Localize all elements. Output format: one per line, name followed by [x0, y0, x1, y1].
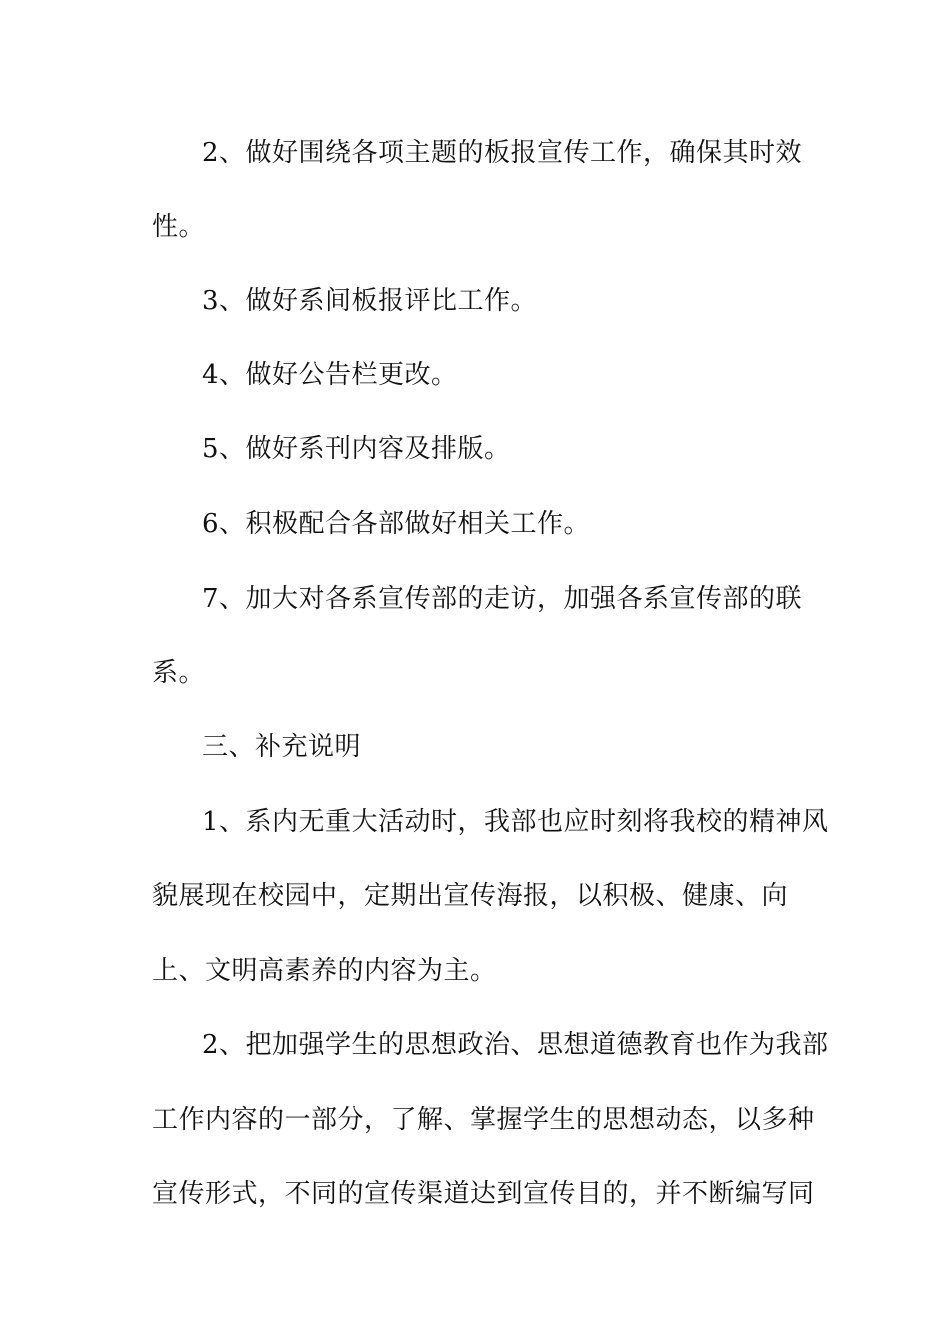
paragraph-line: 上、文明高素养的内容为主。: [152, 956, 497, 986]
paragraph-line: 宣传形式，不同的宣传渠道达到宣传目的，并不断编写同: [152, 1179, 815, 1209]
paragraph-line: 4、做好公告栏更改。: [202, 360, 458, 390]
paragraph-line: 7、加大对各系宣传部的走访，加强各系宣传部的联: [202, 584, 803, 614]
section-heading: 三、补充说明: [202, 732, 362, 762]
paragraph-line: 性。: [152, 212, 206, 242]
paragraph-line: 2、把加强学生的思想政治、思想道德教育也作为我部: [202, 1030, 829, 1060]
paragraph-line: 5、做好系刊内容及排版。: [202, 434, 511, 464]
paragraph-line: 6、积极配合各部做好相关工作。: [202, 509, 591, 539]
paragraph-line: 工作内容的一部分，了解、掌握学生的思想动态，以多种: [152, 1105, 815, 1135]
paragraph-line: 2、做好围绕各项主题的板报宣传工作，确保其时效: [202, 138, 803, 168]
paragraph-line: 3、做好系间板报评比工作。: [202, 286, 538, 316]
paragraph-line: 系。: [152, 658, 206, 688]
paragraph-line: 貌展现在校园中，定期出宣传海报，以积极、健康、向: [152, 881, 789, 911]
paragraph-line: 1、系内无重大活动时，我部也应时刻将我校的精神风: [202, 807, 829, 837]
